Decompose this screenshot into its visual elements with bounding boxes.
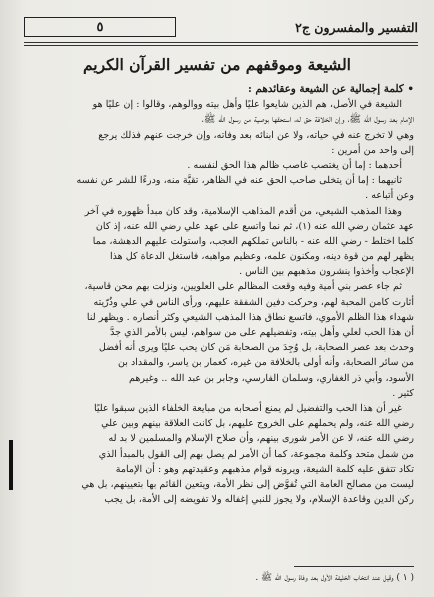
paragraph-line: وحدث بعد عصر الصحابة، بل وُجِدَ من الصحابة مَن كان يحب عليًا ويرى أنه أفضل [98,342,414,354]
paragraph-line: كلما اختلط - رضي الله عنه - بالناس تملكهم العجب، واستولت عليهم الدهشة، مما [92,235,414,247]
running-header [24,14,418,40]
paragraph-line: رضي الله عنه، لا عن الأمر شورى بينهم، وأن صلاح الإسلام والمسلمين لا بد له [108,433,414,445]
header-rule-thick [24,42,418,43]
page-number: ٥ [96,19,104,35]
paragraph-line: كثير . [392,387,414,399]
paragraph-line: وهذا المذهب الشيعي، من أقدم المذاهب الإسلامية، وقد كان مبدأ ظهوره في آخر [84,205,402,217]
paragraph-line: الشيعة في الأصل، هم الذين شايعوا عليًا وأهل بيته ووالوهم، وقالوا : إن عليًا هو [92,99,402,111]
footnote-rule [294,566,414,567]
footnote: ( ١ ) وقيل عند انتخاب الخليفة الأول بعد وفاة رسول الله ﷺ . [255,573,414,583]
paragraph-line: رضي الله عنه، ولم يحملهم على الخروج عليهم، بل كانت العلاقة بينهم وبين علي [101,418,414,430]
paragraph-line: شهداء هذا الظلم الأموي، فاتسع نطاق هذا المذهب الشيعي وكثر أنصاره . ويظهر لنا [86,311,414,323]
paragraph-line: من سائر الصحابة، وأنه أولى بالخلافة من غيره، كعمار بن ياسر، والمقداد بن [117,357,414,369]
paragraph-line: يظهر لهم من قوة دينه، ومكنون علمه، وعظيم مواهبه، فاستغل الدعاة كل هذا [109,251,414,263]
running-header-title: التفسير والمفسرون ج٢ [295,19,418,35]
paragraph-line: الإعجاب وأخذوا ينشرون مذهبهم بين الناس . [239,266,414,278]
margin-highlight-bar [9,440,13,490]
paragraph-line: ركن الدين وقاعدة الإسلام، ولا يجوز للنبي إغفاله ولا تفويضه إلى الأمة، بل يجب [104,494,414,506]
paragraph-line: الإمام بعد رسول الله ﷺ، وإن الخلافة حق له، استحقها بوصية من رسول الله ﷺ، [201,114,414,126]
paragraph-line: الأسود، وأبي ذر الغفاري، وسلمان الفارسي، وجابر بن عبد الله .. وغيرهم [128,372,414,384]
header-rule-thin [24,45,418,46]
second-possibility-line: ثانيهما : إما أن يتخلى صاحب الحق عنه في الظاهر، تقيَّة منه، ودرءًا للشر عن نفسه [76,175,402,187]
paragraph-line: أن هذا الحب لعلي وأهل بيته، وتفضيلهم على من سواهم، ليس بالأمر الذي جدَّ [110,327,414,338]
paragraph-line: إلى واحد من أمرين : [331,144,414,156]
paragraph-line: غير أن هذا الحب والتفضيل لم يمنع أصحابه من مبايعة الخلفاء الذين سبقوا عليًا [93,402,402,414]
chapter-title: الشيعة وموقفهم من تفسير القرآن الكريم [82,55,351,74]
paragraph-line: وهي لا تخرج عنه في حياته، ولا عن ابنائه بعد وفاته، وإن خرجت عنهم فذلك يرجع [98,129,414,141]
page-number-box [24,17,176,37]
paragraph-line: وعن أتباعه . [365,190,414,202]
paragraph-line: ليست من مصالح العامة التي تُفوَّض إلى نظر الأمة، ويتعين القائم بها بتعيينهم، بل هي [81,478,414,490]
paragraph-line: من شمل متحد وكلمة مجموعة، كما أن الأمر لم يصل بهم إلى القول بالمبدأ الذي [98,448,414,460]
paragraph-line: أثارت كامن المحبة لهم، وحركت دفين الشفقة عليهم، ورأى الناس في علي وذُرّيته [93,296,414,308]
paragraph-line: عهد عثمان رضي الله عنه (١)، ثم نما واتسع على عهد علي رضي الله عنه، إذ كان [95,220,414,232]
first-possibility-line: أحدهما : إما أن يغتصب غاصب ظالم هذا الحق لنفسه . [187,159,402,171]
body-text [24,82,414,507]
paragraph-line: ثم جاء عصر بني أمية وفيه وقعت المظالم على العلويين، ونزلت بهم محن قاسية، [84,281,402,293]
paragraph-line: تكاد تتفق عليه كلمة الشيعة، ويرونه قوام مذهبهم وعقيدتهم وهو : أن الإمامة [115,463,414,475]
section-heading: • كلمة إجمالية عن الشيعة وعقائدهم : [247,83,414,95]
